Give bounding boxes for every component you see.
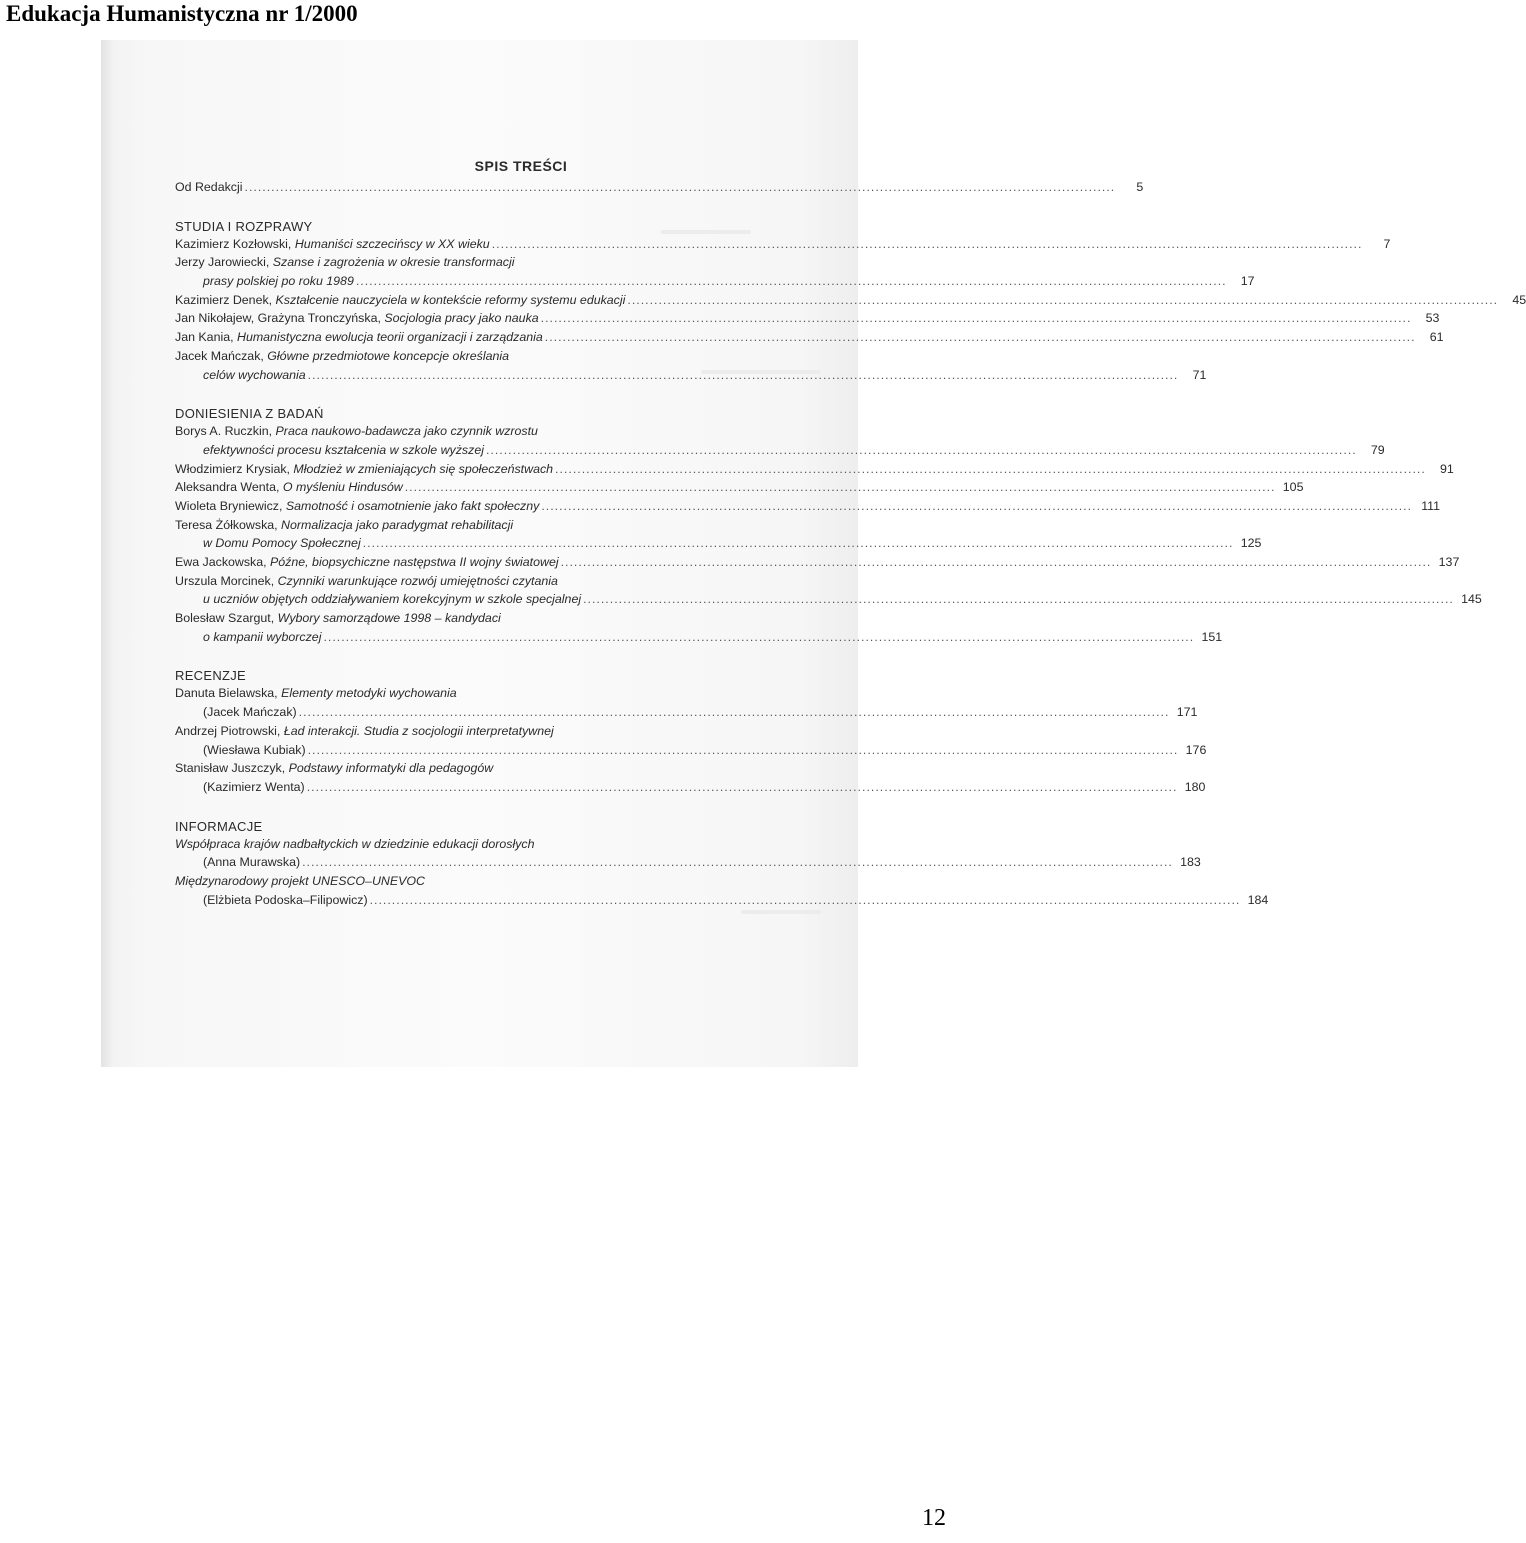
leader-dots [541,499,1412,513]
toc-entry-page: 183 [1180,855,1201,870]
toc-entry-line [175,442,1385,462]
toc-entry-title: Szanse i zagrożenia w okresie transformacji [272,255,515,270]
toc-section-heading: RECENZJE [175,668,247,684]
leader-dots [545,330,1416,344]
toc-entry-page: 176 [1185,742,1207,757]
toc-entry-title: Młodzież w zmieniających się społeczeństwach [293,461,554,476]
toc-entry-title: Socjologia pracy jako nauka [384,311,539,326]
toc-entry-text [203,705,297,719]
toc-entry-title: Kształcenie nauczyciela w kontekście reformy systemu edukacji [275,292,626,307]
toc-entry-line [175,611,797,630]
toc-entry-line [175,742,1207,762]
toc-entry-page: 125 [1240,536,1262,551]
toc-entry-title: celów wychowania [203,367,306,382]
toc-entry-author: Jan Kania, [175,330,237,345]
toc-entry-author: Borys A. Ruczkin, [175,424,276,439]
toc-section-heading: STUDIA I ROZPRAWY [175,218,313,234]
toc-sections [175,218,1526,912]
toc-entry-reviewer: (Kazimierz Wenta) [203,779,305,794]
toc-entry-line [175,761,797,780]
toc-entry-author: Andrzej Piotrowski, [175,723,284,738]
toc-entry-text [175,686,457,700]
toc-entry-title: Czynniki warunkujące rozwój umiejętności czytania [277,573,558,588]
toc-entry-title: prasy polskiej po roku 1989 [203,274,354,289]
toc-entry-title: Późne, biopsychiczne następstwa II wojny światowej [270,555,559,569]
toc-entry-author: Kazimierz Kozłowski, [175,236,295,251]
leader-dots [308,368,1179,382]
toc-entry-page: 137 [1438,555,1460,569]
toc-entry-line [175,461,1454,481]
toc-entry-text [175,611,501,625]
toc-entry [175,255,1255,292]
scan-edge-shadow [101,40,113,1067]
toc-entry-line [175,892,1269,912]
toc-entry-title: Humanistyczna ewolucja teorii organizacji i zarządzania [237,330,543,345]
toc-entry-text [175,761,493,775]
toc-entry-author: Jerzy Jarowiecki, [175,255,273,270]
toc-entry-title: o kampanii wyborczej [203,629,322,644]
toc-entry-text [203,536,361,550]
toc-entry-text [175,837,535,851]
toc-entry [175,686,1198,723]
toc-entry-title: Elementy metodyki wychowania [281,686,457,701]
toc-entry-line [175,705,1198,724]
toc-entry-line [175,311,1440,330]
toc-entry [175,555,1460,574]
leader-dots [627,293,1498,307]
toc-entry-title: Ład interakcji. Studia z socjologii interpretatywnej [283,723,554,738]
toc-entry-author: Urszula Morcinek, [175,573,278,588]
toc-section-heading: INFORMACJE [175,818,263,834]
document-header-title: Edukacja Humanistyczna nr 1/2000 [6,1,358,26]
toc-entry-line [175,255,797,274]
toc-entry-author: Włodzimierz Krysiak, [175,461,294,476]
toc-entry-line [175,855,1201,874]
toc-entry-reviewer: (Jacek Mańczak) [203,705,297,720]
toc-entry-text [175,424,538,438]
toc-entry-page: 171 [1176,705,1198,720]
toc-entry-title: Praca naukowo-badawcza jako czynnik wzrostu [275,424,538,439]
toc-entry-line [175,686,797,705]
toc-entry [175,292,1526,312]
toc-entry-text [203,274,354,288]
toc-entry-line [175,367,1207,387]
toc-entry [175,761,1206,798]
leader-dots [555,462,1426,476]
toc-entry-page: 79 [1370,442,1385,457]
toc-entry-reviewer: (Wiesława Kubiak) [203,742,306,757]
toc-entry [175,517,1262,555]
toc-entry [175,330,1444,349]
toc-entry-author: Aleksandra Wenta, [175,480,283,495]
toc-entry-author: Wioleta Bryniewicz, [175,498,286,513]
toc-entry-line [175,518,797,537]
toc-entry-text [175,293,625,307]
toc-entry-text [203,780,305,794]
toc-entry-line [175,574,797,593]
toc-entry-page: 184 [1247,892,1269,907]
toc-entry-page: 91 [1439,461,1454,476]
toc-entry-text [175,874,425,888]
toc-entry-text [175,480,403,494]
toc-intro-text: Od Redakcji [175,180,243,194]
leader-dots [299,705,1170,719]
leader-dots [583,592,1454,606]
toc-entry-page: 53 [1425,311,1440,326]
toc-entry [175,723,1207,761]
toc-entry-line [175,592,1482,611]
toc-entry [175,348,1207,386]
toc-entry-text [203,443,484,457]
toc-entry [175,424,1385,461]
leader-dots [308,743,1179,757]
toc-entry-page: 180 [1184,779,1206,794]
toc-entry [175,873,1269,911]
toc-entry [175,311,1440,330]
toc-entry-text [175,311,539,325]
toc-entry-text [203,592,581,606]
toc-entry-title: Podstawy informatyki dla pedagogów [288,761,494,776]
toc-entry-text [203,743,306,757]
toc-entry [175,461,1454,481]
toc-entry-text [175,255,515,269]
toc-entry-line [175,292,1526,312]
toc-entry-text [203,893,368,907]
toc-entry-title: Samotność i osamotnienie jako fakt społeczny [285,498,540,513]
toc-entry-title: w Domu Pomocy Społecznej [203,536,361,551]
toc-entry-title: Międzynarodowy projekt UNESCO–UNEVOC [175,873,425,888]
toc-entry-author: Danuta Bielawska, [175,686,282,701]
toc-entry [175,611,1223,648]
toc-entry-reviewer: (Anna Murawska) [203,855,301,870]
toc-entry-text [203,630,321,644]
scanned-page [101,40,1526,1067]
toc-entry-text [203,368,306,382]
leader-dots [370,893,1241,907]
toc-entry-page: 71 [1192,367,1207,382]
toc-entry-title: Współpraca krajów nadbałtyckich w dziedzinie edukacji dorosłych [175,836,535,851]
leader-dots [323,630,1194,644]
toc-entry-title: Główne przedmiotowe koncepcje określania [267,348,510,363]
toc-intro-page: 5 [1136,180,1144,194]
leader-dots [541,311,1412,325]
toc-entry-line [175,779,1206,799]
toc-entry-title: efektywności procesu kształcenia w szkole wyższej [203,442,484,457]
toc-entry-text [175,724,554,738]
toc-entry-title: Wybory samorządowe 1998 – kandydaci [277,611,501,626]
toc-entry [175,480,1304,499]
toc-entry-line [175,480,1304,499]
toc-entry-text [175,499,539,513]
toc-entry-text [175,555,559,569]
toc-entry-line [175,424,797,443]
toc-entry-author: Kazimierz Denek, [175,292,276,307]
toc-entry-line [175,724,797,743]
toc-entry-line [175,349,797,368]
toc-entry-line [175,274,1255,293]
toc-entry-title: Normalizacja jako paradygmat rehabilitacji [281,517,514,532]
leader-dots [405,480,1276,494]
toc-entry-text [175,574,558,588]
toc-entry-author: Ewa Jackowska, [175,555,271,569]
toc-entry-line [175,498,1441,518]
table-of-contents [175,158,1526,911]
toc-entry-page: 17 [1240,274,1255,289]
toc-entry-line [175,555,1460,574]
toc-entry-text [175,330,543,344]
toc-entry-text [175,518,513,532]
toc-title: SPIS TREŚCI [474,158,568,174]
leader-dots [363,536,1234,550]
toc-entry [175,836,1201,874]
toc-section-heading: DONIESIENIA Z BADAŃ [175,406,324,422]
toc-entry-title: Humaniści szczecińscy w XX wieku [294,236,490,251]
toc-entry-line [175,874,797,893]
leader-dots [356,274,1227,288]
toc-entry-text [175,237,490,251]
toc-entry-line [175,236,1391,256]
leader-dots [486,443,1357,457]
toc-entry-text [175,349,509,363]
toc-entry-page: 151 [1201,629,1223,644]
leader-dots [307,780,1178,794]
leader-dots [492,237,1363,251]
toc-entry-page: 45 [1512,292,1526,307]
toc-entry-page: 111 [1421,498,1441,513]
toc-entry-line [175,330,1444,349]
toc-entry-author: Jacek Mańczak, [175,348,268,363]
toc-entry-page: 145 [1461,592,1482,607]
leader-dots [245,180,1116,194]
toc-entry-line [175,536,1262,555]
toc-entry-page: 105 [1282,480,1304,495]
toc-entry [175,236,1391,256]
toc-entry-page: 61 [1429,330,1444,345]
toc-entry-author: Bolesław Szargut, [175,611,278,626]
toc-entry-text [203,855,300,869]
toc-entry-reviewer: (Elżbieta Podoska–Filipowicz) [203,892,368,907]
toc-entry-line [175,837,797,856]
toc-entry-title: u uczniów objętych oddziaływaniem korekcyjnym w szkole specjalnej [203,592,582,607]
toc-entry [175,498,1441,518]
toc-entry-author: Stanisław Juszczyk, [175,761,289,776]
toc-entry-author: Jan Nikołajew, Grażyna Tronczyńska, [175,311,385,326]
toc-entry-title: O myśleniu Hindusów [282,480,403,495]
leader-dots [561,555,1432,569]
toc-entry-author: Teresa Żółkowska, [175,517,282,532]
toc-entry-line [175,629,1223,649]
page-number: 12 [922,1505,946,1531]
toc-entry-text [175,462,553,476]
toc-intro-line [175,180,1144,199]
toc-entry-page: 7 [1383,236,1391,251]
toc-entry [175,573,1482,611]
leader-dots [302,855,1173,869]
